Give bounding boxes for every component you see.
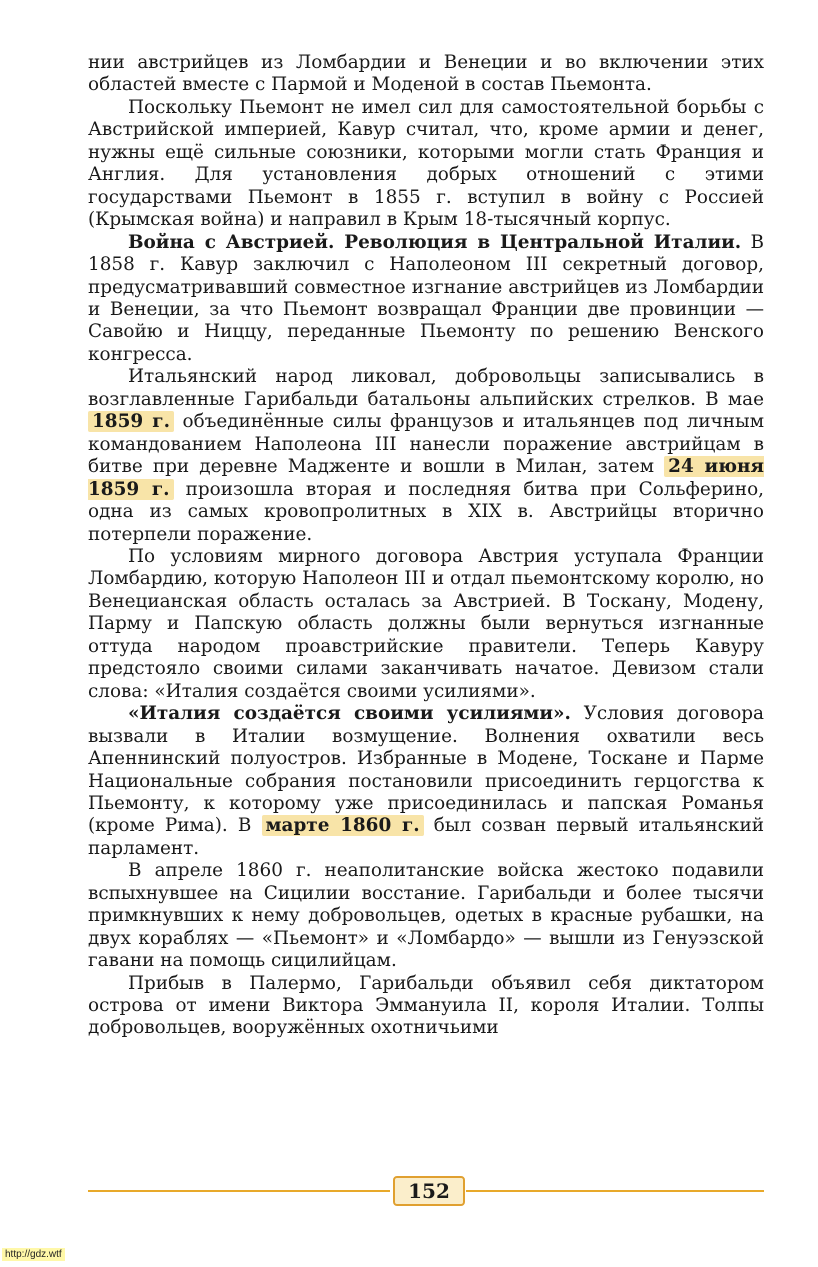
page-number: 152 <box>393 1176 465 1206</box>
highlighted-date: 1859 г. <box>88 411 174 432</box>
paragraph <box>88 232 764 367</box>
paragraph-text: объединённые силы французов и итальянцев под личным командованием Наполеона III нанесли поражение австрийцам в битве при деревне Мадженте и вошли в Милан, затем <box>88 411 765 478</box>
footer-rule-left <box>88 1190 390 1192</box>
paragraph-text: нии австрийцев из Ломбардии и Венеции и во включении этих областей вместе с Пармой и Моденой в состав Пьемонта. <box>88 52 764 96</box>
highlighted-date: 24 июня 1859 г. <box>88 456 764 500</box>
section-heading: «Италия создаётся своими усилиями». <box>128 703 571 725</box>
paragraph-text: Прибыв в Палермо, Гарибальди объявил себя диктатором острова от имени Виктора Эммануила II, короля Италии. Толпы добровольцев, вооружённых охотничьими <box>88 972 764 1039</box>
paragraph-text: По условиям мирного договора Австрия уступала Франции Ломбардию, которую Наполеон III и отдал пьемонтскому королю, но Венецианская область осталась за Австрией. В Тоскану, Модену, Парму и Папскую область должны были вернуться изгнанные оттуда народом проавстрийские правители. Теперь Кавуру предстояло своими силами заканчивать начатое. Девизом стали слова: «Италия создаётся своими усилиями». <box>88 545 764 702</box>
paragraph-text: Поскольку Пьемонт не имел сил для самостоятельной борьбы с Австрийской империей, Кавур считал, что, кроме армии и денег, нужны ещё сильные союзники, которыми могли стать Франция и Англия. Для установления добрых отношений с этими государствами Пьемонт в 1855 г. вступил в войну с Россией (Крымская война) и направил в Крым 18-тысячный корпус. <box>88 96 764 231</box>
section-heading: Война с Австрией. Революция в Центральной Италии. <box>128 231 742 253</box>
watermark-link[interactable]: http://gdz.wtf <box>2 1248 65 1261</box>
paragraph-text: был созван первый итальянский парламент. <box>88 815 764 859</box>
paragraph-text: произошла вторая и последняя битва при Сольферино, одна из самых кровопролитных в XIX в. Австрийцы вторично потерпели поражение. <box>88 478 764 545</box>
paragraph <box>88 973 764 1040</box>
paragraph <box>88 860 764 972</box>
paragraph-text: Итальянский народ ликовал, добровольцы записывались в возглавленные Гарибальди батальоны альпийских стрелков. В мае <box>88 366 764 410</box>
paragraph-text: В 1858 г. Кавур заключил с Наполеоном III секретный договор, предусматривавший совместное изгнание австрийцев из Ломбардии и Венеции, за что Пьемонт возвращал Франции две провинции — Савойю и Ниццу, переданные Пьемонту по решению Венского конгресса. <box>88 231 764 365</box>
paragraph <box>88 546 764 703</box>
paragraph <box>88 52 764 97</box>
body-text <box>88 52 764 1040</box>
paragraph <box>88 703 764 860</box>
footer-rule-right <box>466 1190 764 1192</box>
paragraph <box>88 366 764 546</box>
paragraph <box>88 97 764 232</box>
highlighted-date: марте 1860 г. <box>262 815 424 836</box>
paragraph-text: В апреле 1860 г. неаполитанские войска жестоко подавили вспыхнувшее на Сицилии восстание. Гарибальди и более тысячи примкнувших к нему добровольцев, одетых в красные рубашки, на двух кораблях — «Пьемонт» и «Ломбардо» — вышли из Генуэзской гавани на помощь сицилийцам. <box>88 860 764 972</box>
paragraph-text: Условия договора вызвали в Италии возмущение. Волнения охватили весь Апеннинский полуостров. Избранные в Модене, Тоскане и Парме Национальные собрания постановили присоединить герцогства к Пьемонту, к которому уже присоединилась и папская Романья (кроме Рима). В <box>88 703 764 837</box>
